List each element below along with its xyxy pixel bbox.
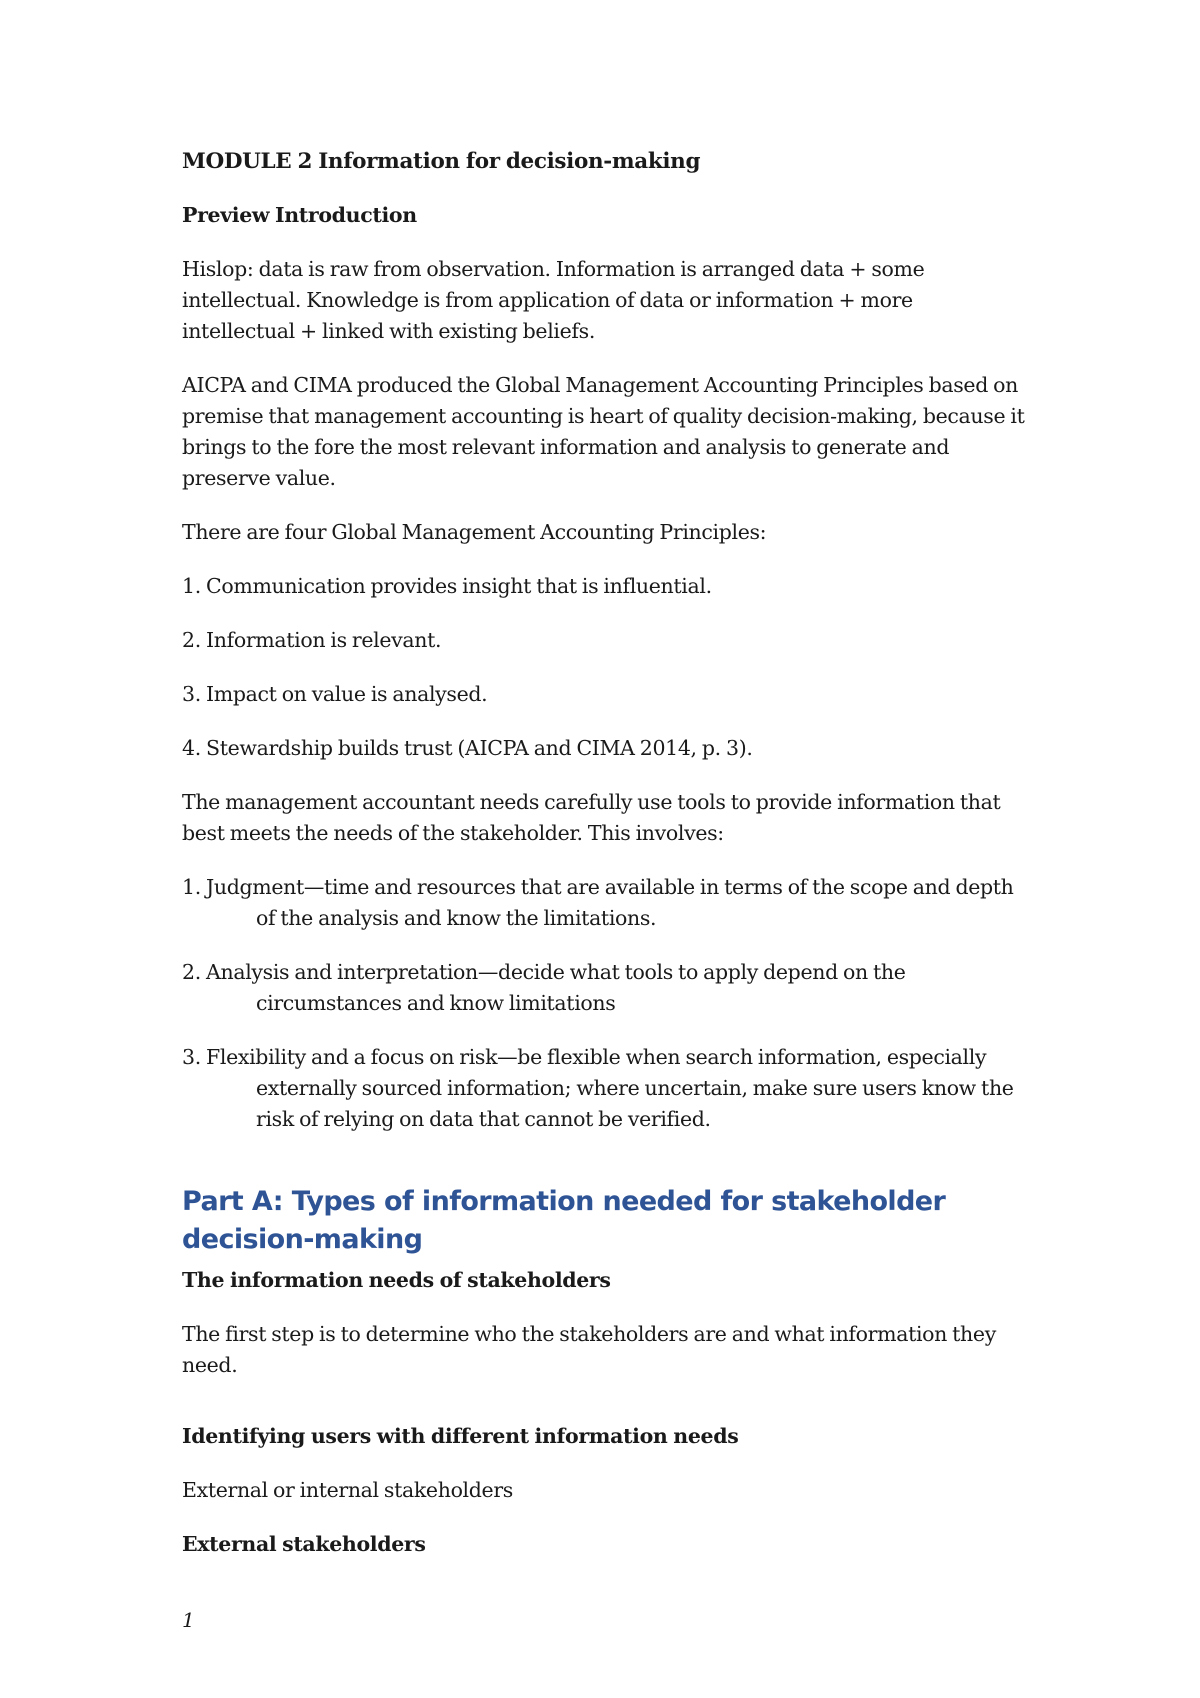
document-body [182,140,1027,1583]
info-needs-heading: The information needs of stakeholders [182,1268,611,1292]
principle-item-4: 4. Stewardship builds trust (AICPA and CIMA 2014, p. 3). [182,736,753,760]
involves-item-2: 2. Analysis and interpretation—decide what tools to apply depend on the circumstances and know limitations [182,960,906,1015]
paragraph-aicpa: AICPA and CIMA produced the Global Management Accounting Principles based on premise that management accounting is heart of quality decision-making, because it brings to the fore the most relevant information and analysis to generate and preserve value. [182,373,1025,490]
principle-item-2: 2. Information is relevant. [182,628,442,652]
paragraph-first-step: The first step is to determine who the stakeholders are and what information they need. [182,1322,996,1377]
identifying-users-heading: Identifying users with different information needs [182,1424,739,1448]
paragraph-four-principles: There are four Global Management Accounting Principles: [182,520,767,544]
paragraph-external-internal: External or internal stakeholders [182,1478,513,1502]
paragraph-hislop: Hislop: data is raw from observation. Information is arranged data + some intellectual. Knowledge is from application of data or information + more intellectual + linked with existing beliefs. [182,257,925,343]
module-title: MODULE 2 Information for decision-making [182,149,701,174]
principle-item-1: 1. Communication provides insight that is influential. [182,574,712,598]
preview-heading: Preview Introduction [182,203,417,227]
page-number: 1 [182,1608,195,1632]
part-a-heading: Part A: Types of information needed for stakeholder decision-making [182,1186,946,1255]
principle-item-3: 3. Impact on value is analysed. [182,682,488,706]
involves-item-1: 1. Judgment—time and resources that are available in terms of the scope and depth of the analysis and know the limitations. [182,875,1014,930]
external-stakeholders-heading: External stakeholders [182,1532,426,1556]
involves-item-3: 3. Flexibility and a focus on risk—be flexible when search information, especially externally sourced information; where uncertain, make sure users know the risk of relying on data that cannot be verified. [182,1045,1014,1131]
paragraph-management-accountant: The management accountant needs carefully use tools to provide information that best meets the needs of the stakeholder. This involves: [182,790,1001,845]
